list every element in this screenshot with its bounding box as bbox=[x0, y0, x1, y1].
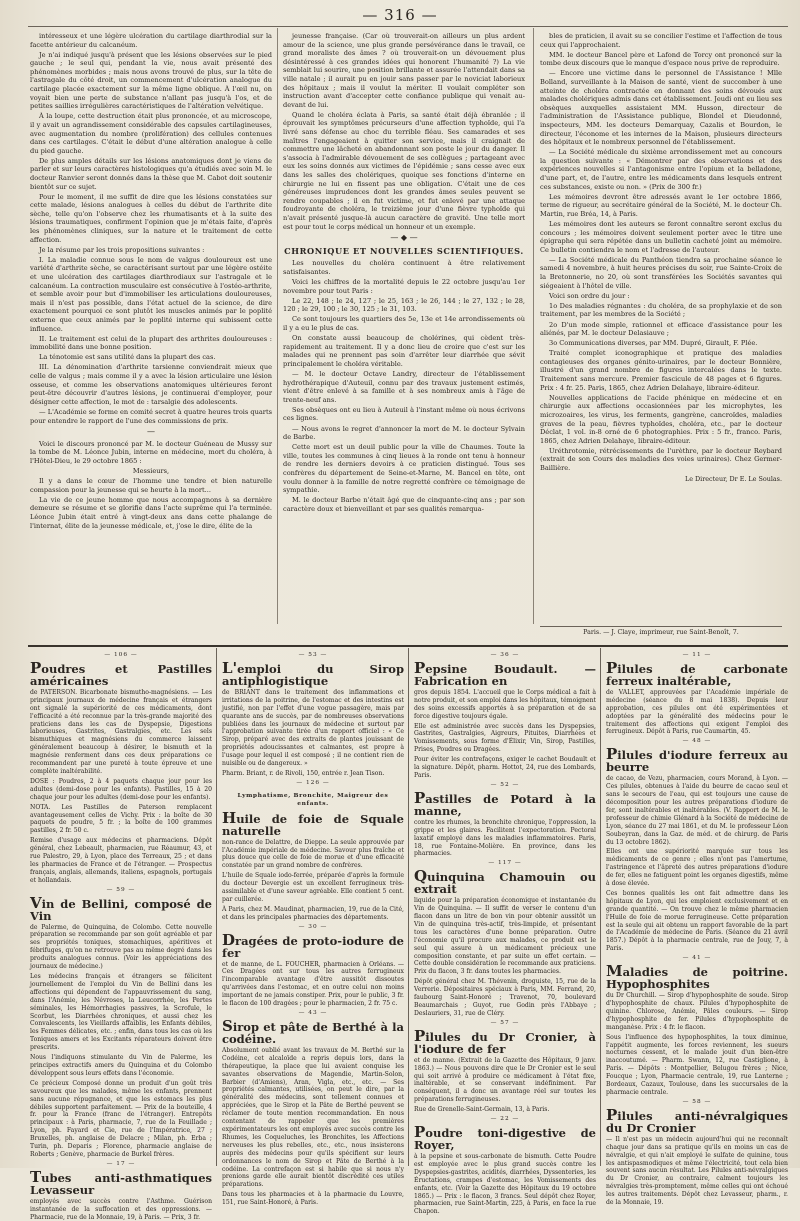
ad-text: L'huile de Squale iodo-ferrée, préparée d'après la formule du docteur Devergie est un excellent ferrugineux très-assimilable et d'une saveur agréable. Elle contient 5 cent. par cuillerée. bbox=[222, 872, 404, 903]
paragraph: Je la résume par les trois propositions suivantes : bbox=[39, 245, 205, 254]
ad-title: Sirop et pâte de Berthé à la codéine. bbox=[222, 1016, 404, 1046]
page-number: — 316 — bbox=[362, 6, 438, 24]
ad-text: employés avec succès contre l'Asthme. Guérison instantanée de la suffocation et des oppressions. — Pharmacie, rue de la Monnaie, 19, à Paris. — Prix, 3 fr. bbox=[30, 1197, 212, 1221]
ad-column-rule-3 bbox=[600, 648, 601, 1166]
advertisement-rule bbox=[28, 645, 788, 647]
ad-number: — 53 — bbox=[298, 652, 328, 658]
ad-text: Pour éviter les contrefaçons, exiger le cachet Boudault et la signature. Dépôt, pharm. Hottot, 24, rue des Lombards, Paris. bbox=[414, 756, 596, 779]
ad-title: Maladies de poitrine. Hypophosphites bbox=[606, 962, 788, 992]
paragraph: — La Société médicale du sixième arrondissement met au concours la question suivante : « Démontrer par des observations et des expériences nouvelles si l'antagonisme entre l'opium et la belladone, d'une part, et, de l'autre, entre les médicaments dans lesquels entrent ces substances, existe ou non. » (Prix de 300 fr.) bbox=[540, 148, 782, 191]
ad-text: À Paris, chez M. Maudinat, pharmacien, 19, rue de la Cité, et dans les principales pharmacies des départements. bbox=[222, 905, 404, 921]
ad-text: Ce précieux Composé donne un produit d'un goût très savoureux que les malades, même les enfants, prennent sans aucune répugnance, et que les estomacs les plus débiles supportent parfaitement. — Prix de la bouteille, 4 fr. pour la France (franc de l'étranger). Entrepôts principaux : à Paris, pharmacie, 7, rue de la Feuillade ; Lyon, ph. Fayard et Cie, rue de l'Impératrice, 27 ; Bruxelles, ph. anglaise de Delacre ; Milan, ph. Erba ; Turin, ph. Deparis ; Florence, pharmacie anglaise de Roberts ; Genève, pharmacie de Burkel frères. bbox=[30, 1079, 212, 1158]
printer-imprint: Paris. — J. Claye, imprimeur, rue Saint-Benoît, 7. bbox=[540, 626, 782, 636]
paragraph: M. le docteur Barbe n'était âgé que de cinquante-cinq ans ; par son caractère doux et bienveillant et par ses qualités remarqua- bbox=[283, 496, 525, 513]
ad-text: Les médecins français et étrangers se félicitent journellement de l'emploi du Vin de Bellini dans les affections qui dépendent de l'appauvrissement du sang, dans l'Anémie, les Névroses, la Leucorrhée, les Pertes séminales, les Hémorrhagies passives, la Scrofule, le Scorbut, les Diarrhées chroniques, et aussi chez les Convalescents, les Vieillards affaiblis, les Enfants débiles, les Femmes délicates, etc. ; enfin, dans tous les cas où les Toniques amers et les Excitants réparateurs doivent être prescrits. bbox=[30, 973, 212, 1052]
ad-number: — 11 — bbox=[682, 652, 712, 658]
ad-column-rule-2 bbox=[408, 648, 409, 1166]
ad-text: — Il n'est pas un médecin aujourd'hui qui ne reconnaît chaque jour dans sa pratique qu'ils en moins un cas de névralgie, et qui n'ait employé le sulfate de quinine, tous les antispasmodiques et même l'électricité, tout cela bien souvent sans aucun résultat. Les Pilules anti-névralgiques du Dr Cronier, au contraire, calment toujours les névralgies très-promptement, même celles qui ont échoué les autres traitements. Dépôt chez Levasseur, pharm., r. de la Monnaie, 19. bbox=[606, 1135, 788, 1207]
ad-number: — 57 — bbox=[490, 1019, 520, 1026]
ad-heading: Lymphatisme, Bronchite, Maigreur des enfants. bbox=[237, 791, 389, 807]
ad-number: — 30 — bbox=[298, 923, 328, 930]
paragraph: Voici son ordre du jour : bbox=[549, 291, 630, 300]
article-column-3 bbox=[540, 32, 782, 624]
paragraph: II. Le traitement est celui de la plupart des arthrites douloureuses : immobilité dans une bonne position. bbox=[30, 334, 272, 352]
ad-column-1 bbox=[30, 651, 212, 1221]
ad-text: NOTA. Les Pastilles de Paterson remplacent avantageusement celles de Vichy. Prix : la boîte de 30 paquets de poudre, 5 fr. ; la boîte de 100 grammes pastilles, 2 fr. 50 c. bbox=[30, 803, 212, 835]
paragraph: 1o Des maladies régnantes : du choléra, de sa prophylaxie et de son traitement, par les membres de la Société ; bbox=[540, 301, 782, 319]
ad-title: Pastilles de Potard à la manne, bbox=[414, 788, 596, 818]
ad-text: du Dr Churchill. — Sirop d'hypophosphite de soude. Sirop d'hypophosphite de chaux. Pilules d'hypophosphite de quinine. Chlorose, Anémie, Pâles couleurs. — Sirop d'hypophosphite de fer. Pilules d'hypophosphite de manganèse. Prix : 4 fr. le flacon. bbox=[606, 992, 788, 1031]
ad-text: Elle est administrée avec succès dans les Dyspepsies, Gastrites, Gastralgies, Aigreurs, Pituites, Diarrhées et Vomissements, sous forme d'Élixir, Vin, Sirop, Pastilles, Prises, Poudres ou Dragées. bbox=[414, 722, 596, 754]
ad-text: Elles ont une supériorité marquée sur tous les médicaments de ce genre ; elles n'ont pas l'amertume, l'astringence et l'âpreté des autres préparations d'iodure de fer, elles ne fatiguent point les organes digestifs, même à dose élevée. bbox=[606, 848, 788, 888]
ad-text: Absolument oublié avant les travaux de M. Berthé sur la Codéine, cet alcaloïde a repris depuis lors, dans la thérapeutique, la place que lui avaient conquise les savantes observations de Magendie, Martin-Solon, Barbier (d'Amiens), Aran, Vigla, etc., etc. — Ses propriétés calmantes, utilisées, on peut le dire, par la généralité des médecins, sont tellement connues et appréciées, que le Sirop et la Pâte de Berthé peuvent se réclamer de toute mention recommandation. En nous contentant de rappeler que les premières expérimentateurs les ont employés avec succès contre les Rhumes, les Coqueluches, les Bronchites, les Affections nerveuses les plus rebelles, etc., etc., nous insisterons auprès des médecins pour qu'ils spécifient sur leurs ordonnances le nom de Sirop et Pâte de Berthé à la codéine. La contrefaçon est si habile que si nous n'y prenions garde elle aurait bientôt discrédité ces utiles préparations. bbox=[222, 1046, 404, 1189]
ad-number: — 106 — bbox=[104, 652, 138, 658]
paragraph: — M. le docteur Octave Landry, directeur de l'établissement hydrothérapique d'Auteuil, connu par des travaux justement estimés, vient d'être enlevé à sa famille et à ses nombreux amis à l'âge de trente-neuf ans. bbox=[283, 369, 525, 404]
ad-title: L'emploi du Sirop antiphlogistique bbox=[222, 658, 404, 688]
ad-text: Dans tous les pharmacies et à la pharmacie du Louvre, 151, rue Saint-Honoré, à Paris. bbox=[222, 1191, 404, 1207]
ad-text: Sous l'influence des hypophosphites, la toux diminue, l'appétit augmente, les forces reviennent, les sueurs nocturnes cessent, et le malade jouit d'un bien-être inaccoutumé. — Pharm. Swann, 12, rue Castiglione, à Paris. — Dépôts : Montpellier, Belugou frères ; Nice, Foucque ; Lyon, Pharmacie centrale, 19, rue Lanterne ; Bordeaux, Cazaux, Toulouse, dans les succursales de la pharmacie centrale. bbox=[606, 1033, 788, 1096]
paragraph: Voici les chiffres de la mortalité depuis le 22 octobre jusqu'au 1er novembre pour tout Paris : bbox=[283, 278, 525, 295]
ad-title: Pilules anti-névralgiques du Dr Cronier bbox=[606, 1105, 788, 1135]
ad-column-4 bbox=[606, 651, 788, 1207]
paragraph: On constate aussi beaucoup de cholérines, qui cèdent très-rapidement au traitement. Il y a donc lieu de croire que c'est sur les malades qui ne prennent pas soin d'arrêter leur diarrhée que sévit principalement le choléra véritable. bbox=[283, 334, 525, 368]
ad-text: DOSE : Poudres, 2 à 4 paquets chaque jour pour les adultes (demi-dose pour les enfants). Pastilles, 15 à 20 chaque jour pour les adultes (demi-dose pour les enfants). bbox=[30, 777, 212, 801]
director-signature: Le Directeur, Dr E. Le Soulas. bbox=[684, 474, 782, 483]
ad-title: Poudres et Pastilles américaines bbox=[30, 658, 212, 688]
ad-text: de PATERSON. Bicarbonate bismutho-magnésiens. — Les principaux journaux de médecine français et étrangers ont signalé la supériorité de ces médicaments, dont l'efficacité a été reconnue par la très-grande majorité des praticiens dans les cas de Dyspepsie, Digestions laborieuses, Gastrites, Gastralgies, etc. Les sels bismuthiques et magnésiens du commerce laissent généralement beaucoup à désirer, le bismuth et la magnésie renferment dans ces deux préparations ce recommandent par une pureté à toute épreuve et une complète inaltérabilité. bbox=[30, 688, 212, 775]
ad-number: — 43 — bbox=[298, 1010, 328, 1016]
paragraph: 3o Communications diverses, par MM. Dupré, Girault, F. Plée. bbox=[549, 339, 758, 348]
paragraph: bles de praticien, il avait su se concilier l'estime et l'affection de tous ceux qui l'approchaient. bbox=[540, 32, 782, 49]
ad-number: — 117 — bbox=[488, 860, 522, 867]
ad-text: et de manne. (Extrait de la Gazette des Hôpitaux, 9 janv. 1863.) — Nous pouvons dire que le Dr Cronier est le seul qui soit arrivé à produire ce médicament à l'état fixe, inaltérable, et se conservant indéfiniment. Par conséquent, il a donc un avantage réel sur toutes les préparations ferrugineuses. bbox=[414, 1056, 596, 1104]
paragraph: Les mémoires devront être adressés avant le 1er octobre 1866, terme de rigueur, au secrétaire général de la Société, M. le docteur Ch. Martin, rue Bréa, 14, à Paris. bbox=[540, 192, 782, 218]
paragraph: Pour le moment, il me suffit de dire que les lésions constatées sur cette malade, lésions analogues à celles du début de l'arthrite dite sèche, telle qu'on l'observe chez les rhumatisants et à la suite des lésions traumatiques, confirment l'opinion que je m'étais faite, d'après les phénomènes cliniques, sur la nature et le traitement de cette affection. bbox=[30, 192, 272, 244]
paragraph: Voici le discours prononcé par M. le docteur Guéneau de Mussy sur la tombe de M. Léonce Jubin, interne en médecine, mort du choléra, à l'Hôtel-Dieu, le 29 octobre 1865 : bbox=[30, 439, 272, 465]
paragraph: Les mémoires dont les auteurs se feront connaître seront exclus du concours ; les mémoires doivent seulement porter avec le titre une épigraphe qui sera répétée dans un bulletin cacheté joint au mémoire. Ce bulletin contiendra le nom et l'adresse de l'auteur. bbox=[540, 219, 782, 254]
ad-title: Pilules du Dr Cronier, à l'iodure de fer bbox=[414, 1026, 596, 1056]
paragraph: À la loupe, cette destruction était plus prononcée, et au microscope, il y avait un agrandissement considérable des capsules cartilagineuses, avec augmentation du nombre (prolifération) des cellules contenues dans ces cartilages. C'était le début d'une altération analogue à celle du pied gauche. bbox=[30, 112, 272, 155]
ad-title: Quinquina Chamouin ou extrait bbox=[414, 867, 596, 897]
column-rule-2 bbox=[533, 28, 534, 624]
ad-title: Pilules de carbonate ferreux inaltérable, bbox=[606, 658, 788, 688]
ad-text: de BRIANT dans le traitement des inflammations et irritations de la poitrine, de l'estomac et des intestins est justifié, non par l'effet d'une vogue passagère, mais par quarante ans de succès, par de nombreuses observations publiées dans les journaux de médecine et surtout par l'approbation suivante tirée d'un rapport officiel : « Ce Sirop, préparé avec des extraits de plantes jouissant de propriétés adoucissantes et calmantes, est propre à l'usage pour lequel il est composé ; il ne contient rien de nuisible ou de dangereux. » bbox=[222, 688, 404, 768]
ad-column-3 bbox=[414, 651, 596, 1216]
article-column-2 bbox=[283, 32, 525, 592]
paragraph: intéresseux et une légère ulcération du cartilage diarthrodial sur la facette antérieur du calcanéum. bbox=[30, 32, 272, 49]
paragraph: jeunesse française. (Car où trouverait-on ailleurs un plus ardent amour de la science, une plus grande persévérance dans le travail, ce grand moraliste des âmes ? où trouverait-on un dévouement plus désintéressé à ces grandes idées qui honorent l'humanité ?) La vie semblait lui sourire, une position brillante et assurée l'attendait dans sa ville natale ; il aurait pu en jouir sans passer par le noviciat laborieux des hôpitaux ; mais il voulut la mériter. Il voulait compléter son instruction avant d'accepter cette confiance publique qui venait au-devant de lui. bbox=[283, 32, 525, 109]
paragraph: — L'Académie se forme en comité secret à quatre heures trois quarts pour entendre le rapport de l'une des commissions de prix. bbox=[30, 407, 272, 425]
ad-number: — 52 — bbox=[490, 781, 520, 788]
paragraph: Cette mort est un deuil public pour la ville de Chaumes. Toute la ville, toutes les communes à cinq lieues à la ronde ont tenu à honneur de rendre les derniers devoirs à ce praticien distingué. Tous ses confrères du département de Seine-et-Marne, M. Bancel en tête, ont voulu donner à la famille de notre regretté confrère ce témoignage de sympathie. bbox=[283, 443, 525, 495]
section-ornament: — ◆ — bbox=[390, 233, 418, 243]
section-heading: CHRONIQUE ET NOUVELLES SCIENTIFIQUES. bbox=[284, 245, 524, 256]
ad-text: de Palerme, de Quinquina, de Colombo. Cette nouvelle préparation se recommande par son goût agréable et par ses propriétés toniques, stomachiques, apéritives et fébrifuges, qu'on ne retrouve pas au même degré dans les produits analogues connus. (Voir les appréciations des journaux de médecine.) bbox=[30, 923, 212, 971]
paragraph: Les nouvelles du choléra continuent à être relativement satisfaisantes. bbox=[283, 259, 525, 276]
paragraph: Quand le choléra éclata à Paris, sa santé était déjà ébranlée ; il éprouvait les symptômes précurseurs d'une affection typhoïde, qui l'a livré sans défense au choc du terrible fléau. Ses camarades et ses maîtres l'engageaient à quitter son service, mais il craignait de commettre une lâcheté en abandonnant son poste le jour du danger. Il s'associa à l'admirable dévouement de ses collègues ; partageant avec eux les soins donnés aux victimes de l'épidémie ; sans cesse avec eux dans les salles des cholériques, quoique ses fonctions d'interne en chirurgie ne lui en fissent pas une obligation. C'était une de ces généreuses imprudences dont les grandes âmes seules peuvent se rendre coupables ; il en fut victime, et fut enlevé par une attaque foudroyante de choléra, le treizième jour d'une fièvre typhoïde qui n'avait présenté jusque-là aucun caractère de gravité. Une telle mort est pour tout le corps médical un honneur et un exemple. bbox=[283, 110, 525, 231]
ad-title: Dragées de proto-iodure de fer bbox=[222, 930, 404, 960]
paragraph: La ténotomie est sans utilité dans la plupart des cas. bbox=[39, 353, 216, 362]
paragraph: — La Société médicale du Panthéon tiendra sa prochaine séance le samedi 4 novembre, à huit heures précises du soir, rue Sainte-Croix de la Bretonnerie, no 20, où sont transférées les Sociétés savantes qui siégeaient à l'hôtel de ville. bbox=[540, 255, 782, 290]
book-notice: Uréthrotomie, rétrécissements de l'urèthre, par le docteur Reybard (extrait de son Cours des maladies des voies urinaires). Chez Germer-Baillière. bbox=[540, 446, 782, 472]
ad-column-rule-1 bbox=[216, 648, 217, 1166]
salutation: Messieurs, bbox=[132, 467, 170, 475]
paragraph: La vie de ce jeune homme que nous accompagnons à sa dernière demeure se résume et se glorifie dans l'acte suprême qui l'a terminée. Léonce Jubin était entré à vingt-deux ans dans cette phalange de l'internat, élite de la jeunesse médicale, et, j'ose le dire, élite de la bbox=[30, 495, 272, 530]
ad-title: Poudre toni-digestive de Royer, bbox=[414, 1122, 596, 1152]
column-rule-1 bbox=[277, 28, 278, 624]
ad-text: Nous l'indiquons stimulante du Vin de Palerme, les principes extractifs amers du Quinquina et du Colombo développent sous leurs effets dans l'économie. bbox=[30, 1054, 212, 1077]
paragraph: MM. le docteur Bancel père et Lafond de Torcy ont prononcé sur la tombe deux discours que le manque d'espace nous prive de reproduire. bbox=[540, 50, 782, 68]
ad-text: gros depuis 1854. L'accueil que le Corps médical a fait à notre produit, et son emploi dans les hôpitaux, témoignent des soins excessifs apportés à sa préparation et de sa force digestive toujours égale. bbox=[414, 688, 596, 720]
paragraph: Ce sont toujours les quartiers des 5e, 13e et 14e arrondissements où il y a eu le plus de cas. bbox=[283, 315, 525, 332]
ad-text: à la pepsine et sous-carbonate de bismuth. Cette Poudre est employée avec le plus grand succès contre les Dyspepsies-gastrites, acidités, diarrhées, Dyssenteries, les Éructations, crampes d'estomac, les Vomissements des enfants, etc. (Voir la Gazette des Hôpitaux du 19 octobre 1865.) — Prix : le flacon, 3 francs. Seul dépôt chez Royer, pharmacien, rue Saint-Martin, 225, à Paris, en face la rue Chapon. bbox=[414, 1152, 596, 1216]
ad-text: de VALLET, approuvées par l'Académie impériale de médecine (séance du 8 mai 1838). Depuis leur approbation, ces pilules ont été expérimentées et adoptées par la généralité des médecins pour le traitement des affections qui exigent l'emploi des ferrugineux. Dépôt à Paris, rue Caumartin, 45. bbox=[606, 688, 788, 736]
ad-title: Vin de Bellini, composé de Vin bbox=[30, 893, 212, 923]
paragraph: De plus amples détails sur les lésions anatomiques dont je viens de parler et sur leurs caractères histologiques qu'a étudiés avec soin M. le docteur Ranvier seront donnés dans la thèse que M. Cabot doit soutenir bientôt sur ce sujet. bbox=[30, 156, 272, 191]
paragraph: I. La maladie connue sous le nom de valgus douloureux est une variété d'arthrite sèche, se caractérisant surtout par une légère ostéite et une ulcération des cartilages diarthrodiaux sur l'astragale et le calcanéum. La contraction musculaire est consécutive à l'ostéo-arthrite, et semble avoir pour but d'immobiliser les articulations douloureuses, mais il n'est pas possible, dans l'état actuel de la science, de dire exactement pourquoi ce sont plutôt les muscles animés par le poplité externe que ceux animés par le poplité interne qui subissent cette influence. bbox=[30, 255, 272, 333]
ad-text: Dépôt général chez M. Thévenin, droguiste, 15, rue de la Verrerie. Dépositaires spéciaux à Paris, MM. Ferrand, 20, faubourg Saint-Honoré ; Travenot, 70, boulevard Beaumarchais ; Guyot, rue Godin près l'Abbaye ; Deslauriers, 31, rue de Cléry. bbox=[414, 978, 596, 1017]
section-ornament: — bbox=[147, 427, 155, 437]
ad-number: — 48 — bbox=[682, 738, 712, 745]
top-rule bbox=[28, 26, 788, 27]
ad-number: — 36 — bbox=[490, 652, 520, 658]
ad-column-2 bbox=[222, 651, 404, 1207]
ad-text: Pharm. Briant, r. de Rivoli, 150, entrée r. Jean Tison. bbox=[222, 769, 385, 777]
ad-text: contre les rhumes, la bronchite chronique, l'oppression, la grippe et les glaires. Facilitent l'expectoration. Pectoral laxatif employé dans les maladies inflammatoires. Paris, 18, rue Fontaine-Molière. En province, dans les pharmacies. bbox=[414, 818, 596, 858]
paragraph: — Encore une victime dans le personnel de l'Assistance ! Mlle Bolland, surveillante à la Maison de santé, vient de succomber à une atteinte de choléra contractée en donnant des soins dévoués aux malades cholériques admis dans cet établissement. Jeudi ont eu lieu ses obsèques auxquelles assistaient MM. Husson, directeur de l'administration de l'Assistance publique, Blondel et Dieudonné, inspecteurs, MM. les docteurs Demarquay, Cazalis et Bourdon, le directeur, l'économe et les internes de la Maison, plusieurs directeurs des hôpitaux et le nombreux personnel de l'établissement. bbox=[540, 69, 782, 147]
ad-number: — 126 — bbox=[296, 779, 330, 786]
paragraph: Ses obsèques ont eu lieu à Auteuil à l'instant même où nous écrivons ces lignes. bbox=[283, 405, 525, 423]
paragraph: — Nous avons le regret d'annoncer la mort de M. le docteur Sylvain de Barbe. bbox=[283, 424, 525, 442]
ad-number: — 22 — bbox=[490, 1116, 520, 1123]
ad-title: Huile de foie de Squale naturelle bbox=[222, 808, 404, 838]
article-column-1 bbox=[30, 32, 272, 624]
ad-text: Remise d'usage aux médecins et pharmaciens. Dépôt général, chez Lebeault, pharmacien, rue Réaumur, 43, et rue Palestro, 29, à Lyon, place des Terreaux, 25 ; et dans les pharmacies de France et de l'étranger. — Prospectus français, anglais, allemands, italiens, espagnols, portugais et hollandais. bbox=[30, 837, 212, 884]
ad-text: liquide pour la préparation économique et instantanée du Vin de Quinquina. — Il suffit de verser le contenu d'un flacon dans un litre de bon vin pour obtenir aussitôt un Vin de quinquina très-actif, très-limpide, et présentant tous les caractères d'une bonne préparation. Outre l'économie qu'il procure aux malades, ce produit est le seul qui assure à un médicament précieux une composition constante, et par suite un effet certain. — Cette double considération le recommande aux praticiens. Prix du flacon, 3 fr. dans toutes les pharmacies. bbox=[414, 897, 596, 976]
ad-text: Ces bonnes qualités les ont fait admettre dans les hôpitaux de Lyon, qui les emploient exclusivement et en grande quantité. — On trouve chez le même pharmacien l'Huile de foie de morue ferrugineuse. Cette préparation est la seule qui ait obtenu un rapport favorable de la part de l'Académie de médecine de Paris. (Séance du 21 avril 1857.) Dépôt à la pharmacie centrale, rue de Jouy, 7, à Paris. bbox=[606, 889, 788, 953]
ad-text: et de manne, de L. FOUCHER, pharmacien à Orléans. — Ces Dragées ont sur tous les autres ferrugineux l'incomparable avantage d'être aussitôt dissoutes qu'arrivées dans l'estomac, et en outre celui non moins important de ne jamais constiper. Prix, pour le public, 3 fr. le flacon de 100 dragées ; pour le pharmacien, 2 fr. 75 c. bbox=[222, 960, 404, 1008]
ad-text: Rue de Grenelle-Saint-Germain, 13, à Paris. bbox=[414, 1106, 550, 1114]
ad-number: — 41 — bbox=[682, 955, 712, 962]
paragraph: Le 22, 148 ; le 24, 127 ; le 25, 163 ; le 26, 144 ; le 27, 132 ; le 28, 120 ; le 29, 100 ; le 30, 125 ; le 31, 103. bbox=[283, 296, 525, 314]
ad-number: — 17 — bbox=[106, 1160, 136, 1167]
ad-number: — 59 — bbox=[106, 886, 136, 893]
ad-text: non-rance de Delattre, de Dieppe. La seule approuvée par l'Académie impériale de médecine. Savour plus fraîche et plus douce que celle de foie de morue et d'une efficacité constatée par un grand nombre de confrères. bbox=[222, 838, 404, 870]
book-notice: Traité complet iconographique et pratique des maladies contagieuses des organes génito-urinaires, par le docteur Bonnière, illustré d'un grand nombre de figures intercalées dans le texte. Traitement sans mercure. Premier fascicule de 48 pages et 6 figures. Prix : 4 fr. 25. Paris, 1865, chez Adrien Delahaye, libraire-éditeur. bbox=[540, 349, 782, 392]
paragraph: 2o D'un mode simple, rationnel et efficace d'assistance pour les aliénés, par M. le docteur Delasiauve ; bbox=[540, 320, 782, 338]
ad-text: de cacao, de Vezu, pharmacien, cours Morand, à Lyon. — Ces pilules, obtenues à l'aide du beurre de cacao seul et sans le secours de l'eau, qui est toujours une cause de décomposition pour les autres préparations d'iodure de fer, sont inaltérables et inaltérables. (V. Rapport de M. le professeur de chimie Glénard à la Société de médecine de Lyon, séance du 27 mai 1861, et du M. le professeur Léon Soubeyran, dans la Gaz. de méd. et de chirurg. de Paris du 13 octobre 1862). bbox=[606, 775, 788, 846]
paragraph: III. La dénomination d'arthrite tarsienne conviendrait mieux que celle de valgus ; mais comme il y a avec la lésion articulaire une lésion osseuse, et comme les observations anatomiques ultérieures feront peut-être découvrir d'autres lésions, je continuerai d'employer, pour désigner cette affection, le mot de : tarsalgie des adolescents. bbox=[30, 363, 272, 406]
ad-title: Pilules d'iodure ferreux au beurre bbox=[606, 745, 788, 775]
ad-title: Tubes anti-asthmatiques Levasseur bbox=[30, 1167, 212, 1197]
ad-number: — 58 — bbox=[682, 1098, 712, 1105]
book-notice: Nouvelles applications de l'acide phénique en médecine et en chirurgie aux affections occasionnées par les microphytes, les microzoaires, les virus, les ferments, gangrène, cancroïdes, maladies graves de la peau, fièvres typhoïdes, choléra, etc., par le docteur Déclat, 1 vol. in-8 orné de 6 photographies. Prix : 5 fr., franco. Paris, 1865, chez Adrien Delahaye, libraire-éditeur. bbox=[540, 393, 782, 445]
paragraph: Il y a dans le cœur de l'homme une tendre et bien naturelle compassion pour la jeunesse qui se heurte à la mort... bbox=[30, 477, 272, 494]
paragraph: Je n'ai indiqué jusqu'à présent que les lésions observées sur le pied gauche ; le seul qui, pendant la vie, nous avait présenté des phénomènes morbides ; mais nous avons trouvé de plus, sur la tête de l'astragale du côté droit, un commencement d'ulcération analogue du cartilage placée exactement sur la même ligne oblique. À l'œil nu, on voyait bien une perte de substance n'allant pas jusqu'à l'os, et de petites saillies irrégulières caractéristiques de l'altération velvétique. bbox=[30, 50, 272, 111]
ad-title: Pepsine Boudault. — Fabrication en bbox=[414, 658, 596, 688]
